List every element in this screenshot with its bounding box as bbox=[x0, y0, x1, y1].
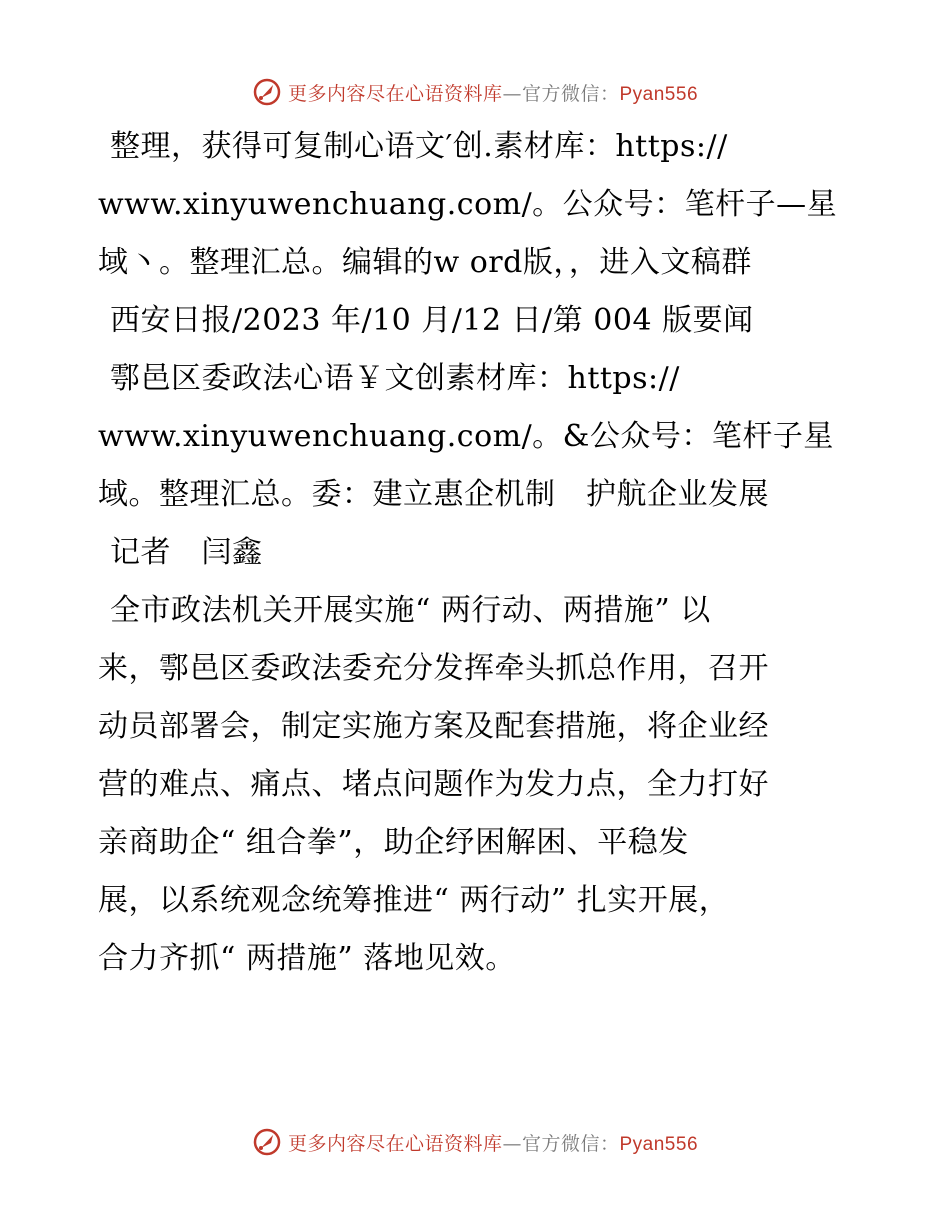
footer-banner-main: 更多内容尽在心语资料库 bbox=[287, 1132, 503, 1155]
header-banner-wechat-id: Pyan556 bbox=[619, 83, 699, 105]
header-banner-separator: — bbox=[502, 82, 522, 105]
byline: 记者 闫鑫 bbox=[110, 535, 263, 570]
body-line: www.xinyuwenchuang.com/。公众号：笔杆子—星 bbox=[98, 187, 838, 222]
quill-logo-icon bbox=[252, 77, 282, 107]
article-title-line: 域。整理汇总。委：建立惠企机制 护航企业发展 bbox=[98, 477, 769, 512]
page-footer-banner bbox=[0, 1122, 950, 1162]
page-header-banner bbox=[0, 72, 950, 112]
paragraph-line: 营的难点、痛点、堵点问题作为发力点，全力打好 bbox=[98, 767, 769, 802]
footer-banner-text bbox=[288, 1129, 698, 1156]
header-banner-main: 更多内容尽在心语资料库 bbox=[287, 82, 503, 105]
quill-logo-icon bbox=[252, 1127, 282, 1157]
article-title-line: www.xinyuwenchuang.com/。&公众号：笔杆子星 bbox=[98, 419, 834, 454]
document-body bbox=[98, 118, 858, 988]
footer-banner-wechat-id: Pyan556 bbox=[619, 1133, 699, 1155]
newspaper-source-line: 西安日报/2023 年/10 月/12 日/第 004 版要闻 bbox=[110, 303, 754, 338]
paragraph-line: 动员部署会，制定实施方案及配套措施，将企业经 bbox=[98, 709, 769, 744]
paragraph-line: 亲商助企“ 组合拳”，助企纾困解困、平稳发 bbox=[98, 825, 689, 860]
footer-banner-label: 官方微信： bbox=[521, 1132, 620, 1155]
paragraph-line: 全市政法机关开展实施“ 两行动、两措施” 以 bbox=[110, 593, 711, 628]
paragraph-line: 展，以系统观念统筹推进“ 两行动” 扎实开展， bbox=[98, 883, 730, 918]
header-banner-text bbox=[288, 79, 698, 106]
header-banner-label: 官方微信： bbox=[521, 82, 620, 105]
paragraph-line: 合力齐抓“ 两措施” 落地见效。 bbox=[98, 941, 516, 976]
body-line: 整理，获得可复制心语文′创.素材库：https:// bbox=[110, 129, 728, 164]
footer-banner-separator: — bbox=[502, 1132, 522, 1155]
article-title-line: 鄠邑区委政法心语￥文创素材库：https:// bbox=[110, 361, 680, 396]
body-line: 域丶。整理汇总。编辑的w ord版，，进入文稿群 bbox=[98, 245, 752, 280]
paragraph-line: 来，鄠邑区委政法委充分发挥牵头抓总作用，召开 bbox=[98, 651, 769, 686]
